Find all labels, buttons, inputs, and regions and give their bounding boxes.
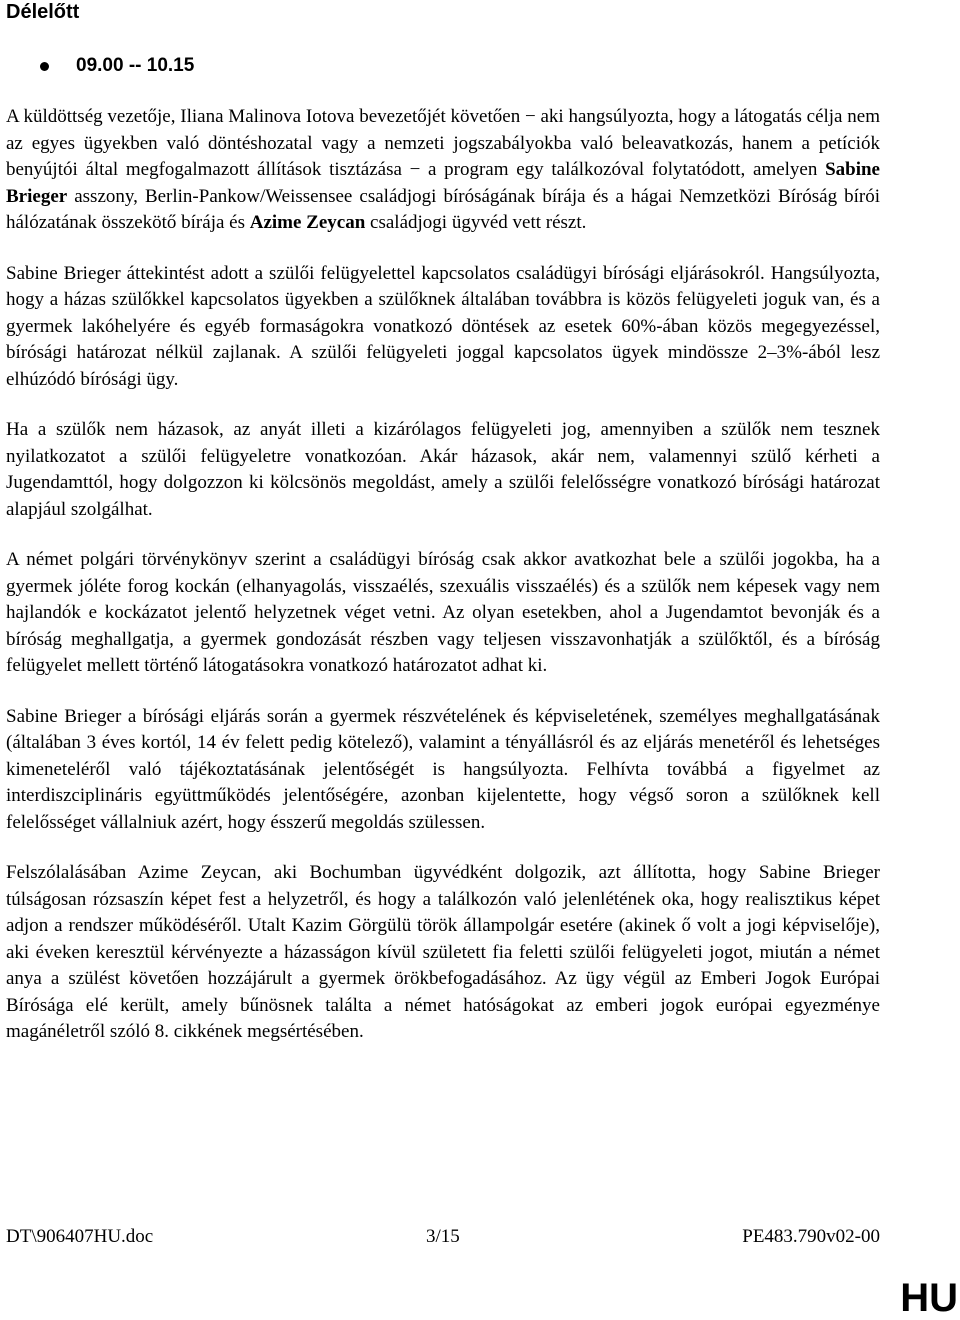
paragraph-5: Sabine Brieger a bírósági eljárás során a gyermek részvételének és képviseletének, személyes meghallgatásának (általában 3 éves kortól, 14 év felett pedig kötelező), valamint a tényállásról és az eljárás menetéről és lehetséges kimeneteléről való tájékoztatásának jelentőségét is hangsúlyozta. Felhívta továbbá a figyelmet az interdiszciplináris együttműködés jelentőségére, azonban kijelentette, hogy végső soron a szülőknek kell felelősséget vállalniuk azért, hogy ésszerű megoldás szülessen.	[6, 705, 880, 833]
paragraph-2: Sabine Brieger áttekintést adott a szülői felügyelettel kapcsolatos családügyi bírósági eljárásokról. Hangsúlyozta, hogy a házas szülőkkel kapcsolatos ügyekben a szülőknek általában továbbra is közös felügyeleti joguk van, és a gyermek lakóhelyére és egyéb formaságokra vonatkozó döntések az esetek 60%-ában közös megegyezéssel, bírósági határozat nélkül zajlanak. A szülői felügyeleti joggal kapcsolatos ügyek mindössze 2–3%-ából lesz elhúzódó bírósági ügy.	[6, 262, 880, 390]
language-code: HU	[900, 1276, 958, 1320]
page-footer	[6, 1224, 880, 1250]
document-page	[6, 0, 880, 1046]
speaker-name-zeycan: Azime Zeycan	[249, 212, 366, 233]
paragraph-1-part-a: A küldöttség vezetője, Iliana Malinova Iotova bevezetőjét követően − aki hangsúlyozta, hogy a látogatás célja nem az egyes ügyekben való döntéshozatal vagy a nemzeti jogszabályokba való beleavatkozás, hanem a petíciók benyújtói által megfogalmazott állítások tisztázása − a program egy találkozóval folytatódott, amelyen	[6, 106, 880, 180]
footer-doc-ref: DT\906407HU.doc	[6, 1226, 154, 1247]
footer-page-number: 3/15	[426, 1226, 460, 1247]
paragraph-1	[6, 104, 880, 237]
section-heading: Délelőtt	[6, 1, 80, 23]
paragraph-3: Ha a szülők nem házasok, az anyát illeti a kizárólagos felügyeleti jog, amennyiben a szülők nem tesznek nyilatkozatot a szülői felügyeletre vonatkozóan. Akár házasok, akár nem, valamennyi szülő kérheti a Jugendamttól, hogy dolgozzon ki kölcsönös megoldást, amely a szülői felelősségre vonatkozó bírósági határozat alapjául szolgálhat.	[6, 419, 880, 520]
paragraph-6: Felszólalásában Azime Zeycan, aki Bochumban ügyvédként dolgozik, azt állította, hogy Sabine Brieger túlságosan rózsaszín képet fest a helyzetről, és hogy a találkozón való jelenlétének oka, hogy realisztikus képet adjon a rendszer működéséről. Utalt Kazim Görgülü török állampolgár esetére (akinek ő volt a jogi képviselője), aki éveken keresztül kérvényezte a házasságon kívül született fia feletti szülői felügyeleti jogot, miután a német anya a szülést követően hozzájárult a gyermek örökbefogadásához. Az ügy végül az Emberi Jogok Európai Bírósága elé került, amely bűnösnek találta a német hatóságokat az emberi jogok európai egyezménye magánéletről szóló 8. cikkének megsértésében.	[6, 862, 880, 1042]
time-slot-text: 09.00 -- 10.15	[76, 55, 195, 76]
time-slot-item	[6, 54, 880, 78]
paragraph-1-part-c: családjogi ügyvéd vett részt.	[370, 212, 587, 233]
paragraph-4: A német polgári törvénykönyv szerint a családügyi bíróság csak akkor avatkozhat bele a szülői jogokba, ha a gyermek jóléte forog kockán (elhanyagolás, visszaélés, szexuális visszaélés) és a szülők nem képesek vagy nem hajlandók e kockázatot jelentő helyzetnek véget vetni. Az olyan esetekben, ahol a Jugendamtot bevonják és a bíróság meghallgatja, a gyermek gondozását részben vagy teljesen visszavonhatják a szülőktől, és a bíróság felügyelet mellett történő látogatásokra vonatkozó határozatot adhat ki.	[6, 549, 880, 676]
time-list	[6, 54, 880, 78]
speaker-name-brieger: Sabine Brieger	[6, 159, 880, 207]
bullet-icon	[40, 62, 49, 71]
footer-pe-ref: PE483.790v02-00	[742, 1226, 880, 1247]
paragraph-1-part-b: asszony, Berlin-Pankow/Weissensee családjogi bíróságának bírája és a hágai Nemzetközi Bíróság bírói hálózatának összekötő bírája és	[6, 185, 881, 233]
